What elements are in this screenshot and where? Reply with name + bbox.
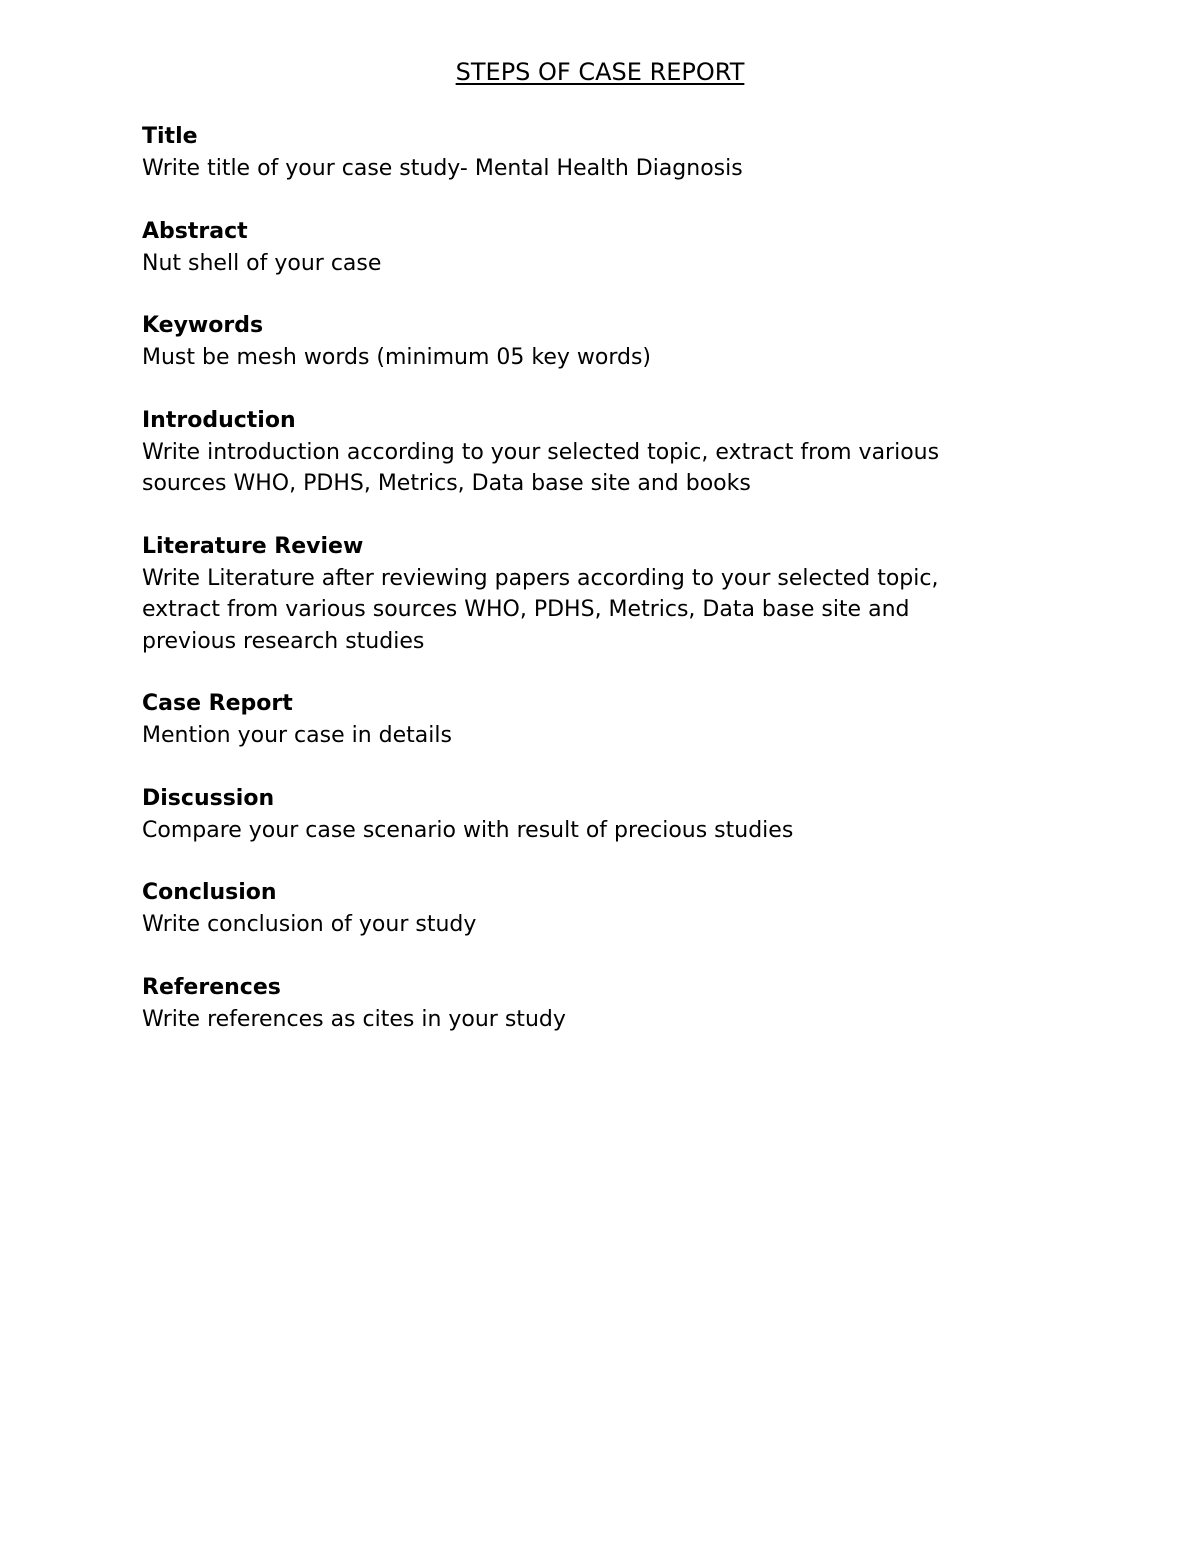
sections-list <box>142 121 1042 1066</box>
section-case-report <box>142 688 1042 752</box>
section-references <box>142 972 1042 1036</box>
section-literature-review <box>142 531 1042 658</box>
section-conclusion <box>142 877 1042 941</box>
section-body: Write title of your case study- Mental Health Diagnosis <box>142 156 743 181</box>
section-abstract <box>142 216 1042 280</box>
section-heading: Discussion <box>142 785 275 811</box>
section-body: Write references as cites in your study <box>142 1006 566 1032</box>
section-heading: Keywords <box>142 313 264 338</box>
section-heading: References <box>142 974 281 1000</box>
section-heading: Title <box>142 124 198 149</box>
section-title <box>142 121 1042 185</box>
section-body: Nut shell of your case <box>142 250 382 276</box>
section-body: Mention your case in details <box>142 723 452 748</box>
section-body: Compare your case scenario with result of precious studies <box>142 817 794 843</box>
section-heading: Case Report <box>142 691 293 716</box>
section-heading: Introduction <box>142 407 296 433</box>
section-body: Write conclusion of your study <box>142 912 477 937</box>
section-discussion <box>142 783 1042 847</box>
section-introduction <box>142 405 1042 500</box>
document-title: STEPS OF CASE REPORT <box>455 58 745 86</box>
section-body: Write introduction according to your selected topic, extract from various sources WHO, PDHS, Metrics, Data base site and books <box>142 439 940 496</box>
section-body: Write Literature after reviewing papers according to your selected topic, extract from various sources WHO, PDHS, Metrics, Data base site and previous research studies <box>142 565 939 654</box>
section-keywords <box>142 310 1042 374</box>
section-body: Must be mesh words (minimum 05 key words) <box>142 345 651 370</box>
section-heading: Conclusion <box>142 880 277 905</box>
section-heading: Abstract <box>142 218 248 244</box>
section-heading: Literature Review <box>142 533 364 559</box>
